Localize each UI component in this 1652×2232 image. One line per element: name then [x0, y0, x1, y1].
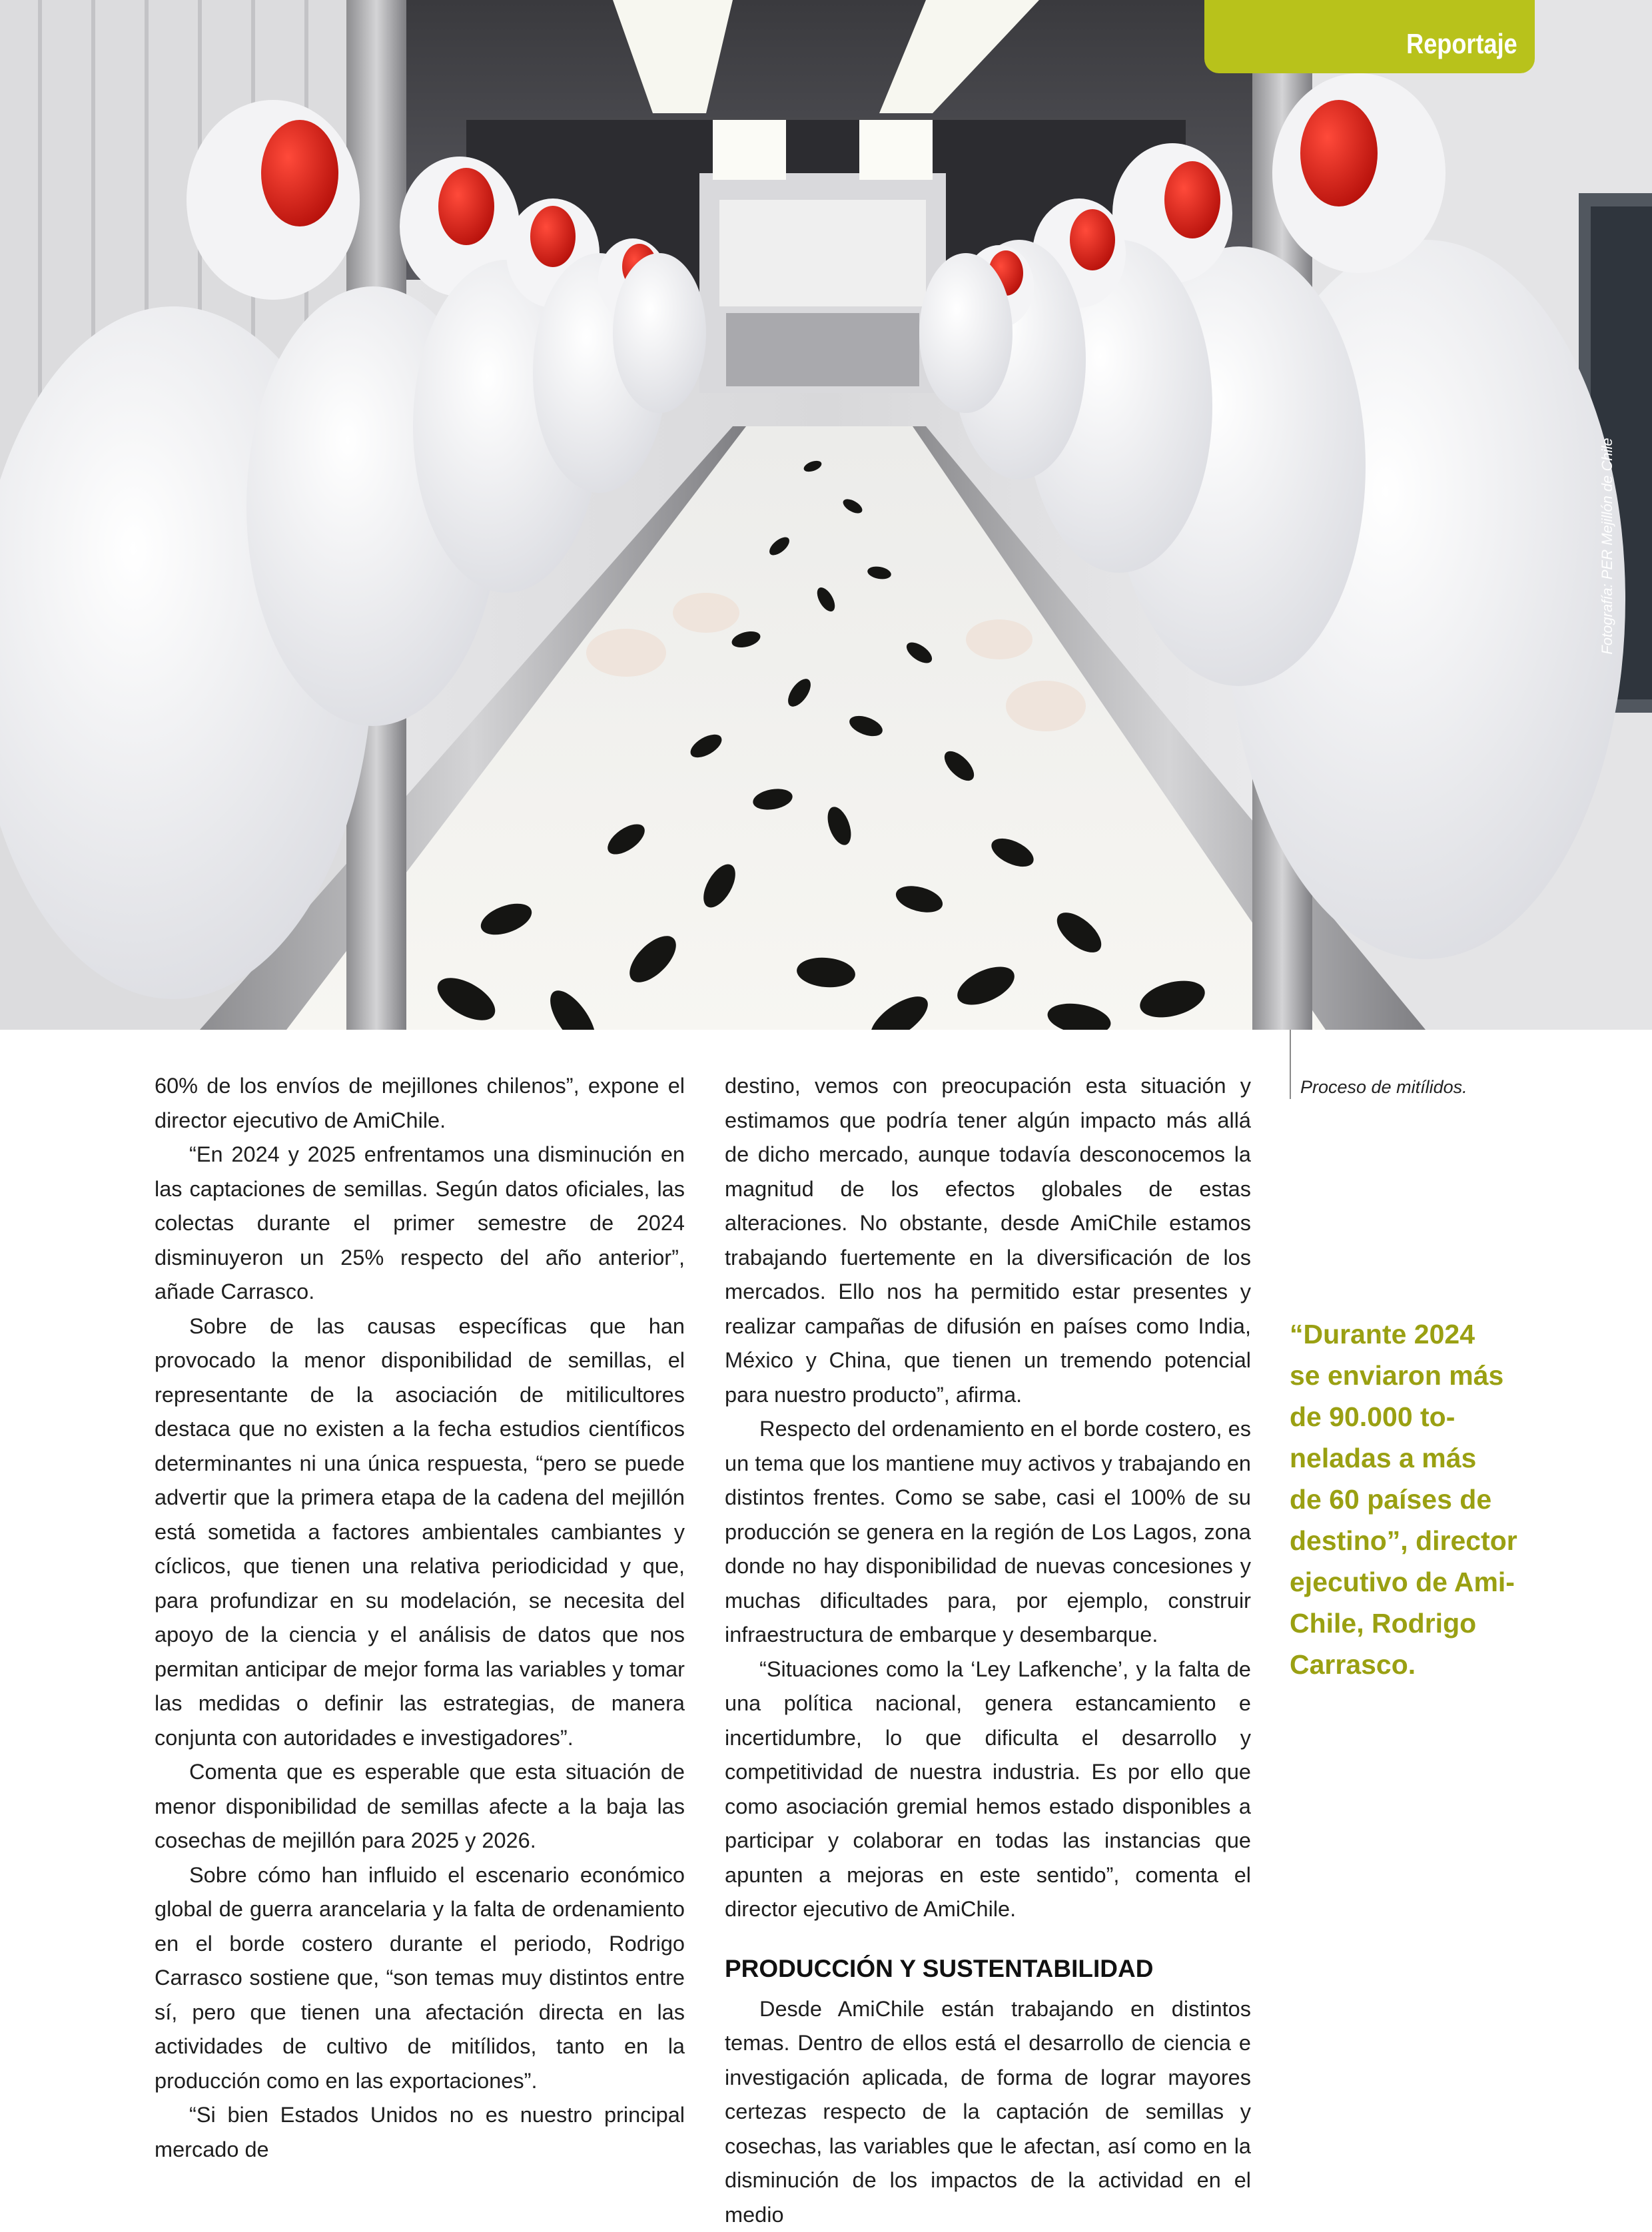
pull-quote-line: “Durante 2024 — [1290, 1313, 1569, 1355]
photo-credit-text: Fotografía: PER Mejillón de Chile — [1599, 438, 1616, 654]
paragraph: 60% de los envíos de mejillones chilenos”, expone el director ejecutivo de AmiChile. — [155, 1069, 685, 1138]
article-column-2 — [725, 1069, 1251, 2232]
section-subheading: PRODUCCIÓN Y SUSTENTABILIDAD — [725, 1927, 1251, 1992]
pull-quote-line: se enviaron más — [1290, 1355, 1569, 1396]
photo-caption: Proceso de mitílidos. — [1300, 1077, 1467, 1098]
pull-quote — [1290, 1313, 1569, 1685]
pull-quote-line: de 90.000 to- — [1290, 1396, 1569, 1437]
paragraph: destino, vemos con preocupación esta situación y estimamos que podría tener algún impacto más allá de dicho mercado, aunque todavía desconocemos la magnitud de los efectos globales de estas alteraciones. No obstante, desde AmiChile estamos trabajando fuertemente en la diversificación de los mercados. Ello nos ha permitido estar presentes y realizar campañas de difusión en países como India, México y China, que tienen un tremendo potencial para nuestro producto”, afirma. — [725, 1069, 1251, 1412]
pull-quote-line: ejecutivo de Ami- — [1290, 1561, 1569, 1603]
mussel-processing-illustration — [0, 0, 1652, 1030]
paragraph: “Si bien Estados Unidos no es nuestro principal mercado de — [155, 2098, 685, 2167]
pull-quote-line: destino”, director — [1290, 1520, 1569, 1561]
article-column-1 — [155, 1069, 685, 2167]
pull-quote-line: Carrasco. — [1290, 1644, 1569, 1685]
paragraph: Desde AmiChile están trabajando en distintos temas. Dentro de ellos está el desarrollo de ciencia e investigación aplicada, de forma de lograr mayores certezas respecto de la captación de semillas y cosechas, las variables que le afectan, así como en la disminución de los impactos de la actividad en el medio — [725, 1992, 1251, 2232]
paragraph: Comenta que es esperable que esta situación de menor disponibilidad de semillas afecte a la baja las cosechas de mejillón para 2025 y 2026. — [155, 1755, 685, 1858]
pull-quote-line: neladas a más — [1290, 1437, 1569, 1479]
paragraph: “En 2024 y 2025 enfrentamos una disminución en las captaciones de semillas. Según datos oficiales, las colectas durante el primer semestre de 2024 disminuyeron un 25% respecto del año anterior”, añade Carrasco. — [155, 1138, 685, 1309]
paragraph: “Situaciones como la ‘Ley Lafkenche’, y la falta de una política nacional, genera estancamiento e incertidumbre, lo que dificulta el desarrollo y competitividad de nuestra industria. Es por ello que como asociación gremial hemos estado disponibles a participar y colaborar en todas las instancias que apunten a mejoras en este sentido”, comenta el director ejecutivo de AmiChile. — [725, 1653, 1251, 1927]
paragraph: Sobre de las causas específicas que han provocado la menor disponibilidad de semillas, el representante de la asociación de mitilicultores destaca que no existen a la fecha estudios científicos determinantes ni una única respuesta, “pero se puede advertir que la primera etapa de la cadena del mejillón está sometida a factores ambientales cambiantes y cíclicos, que tienen una relativa periodicidad y que, para profundizar en su modelación, se necesita del apoyo de la ciencia y el análisis de datos que nos permitan anticipar de mejor forma las variables y tomar las medidas o definir las estrategias, de manera conjunta con autoridades e investigadores”. — [155, 1309, 685, 1756]
paragraph: Respecto del ordenamiento en el borde costero, es un tema que los mantiene muy activos y trabajando en distintos frentes. Como se sabe, casi el 100% de su producción se genera en la región de Los Lagos, zona donde no hay disponibilidad de nuevas concesiones y muchas dificultades para, por ejemplo, construir infraestructura de embarque y desembarque. — [725, 1412, 1251, 1653]
caption-divider — [1290, 1030, 1291, 1099]
pull-quote-line: Chile, Rodrigo — [1290, 1603, 1569, 1644]
section-label: Reportaje — [1406, 28, 1517, 60]
pull-quote-line: de 60 países de — [1290, 1479, 1569, 1520]
hero-photo — [0, 0, 1652, 1030]
paragraph: Sobre cómo han influido el escenario económico global de guerra arancelaria y la falta de ordenamiento en el borde costero durante el periodo, Rodrigo Carrasco sostiene que, “son temas muy distintos entre sí, pero que tienen una afectación directa en las actividades de cultivo de mitílidos, tanto en la producción como en las exportaciones”. — [155, 1858, 685, 2099]
section-tab — [1204, 0, 1535, 73]
